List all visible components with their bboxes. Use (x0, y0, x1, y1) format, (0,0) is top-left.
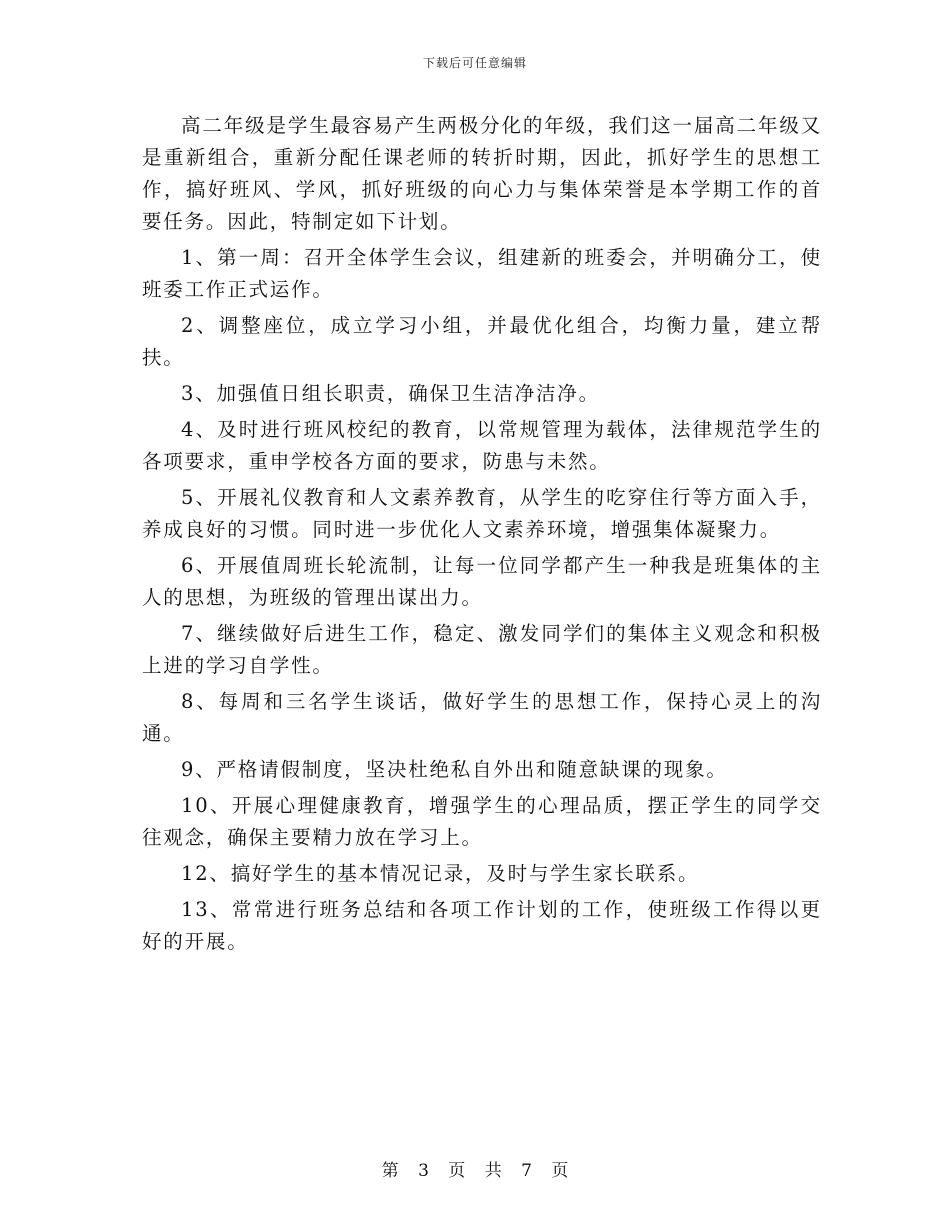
paragraph-item-4: 4、及时进行班风校纪的教育，以常规管理为载体，法律规范学生的各项要求，重申学校各方面的要求，防患与未然。 (142, 418, 822, 473)
total-page-count: 7 (521, 1161, 532, 1181)
paragraph-item-8: 8、每周和三名学生谈话，做好学生的思想工作，保持心灵上的沟通。 (142, 690, 822, 745)
footer-total-label: 共 (484, 1161, 502, 1181)
paragraph-intro: 高二年级是学生最容易产生两极分化的年级，我们这一届高二年级又是重新组合，重新分配任课老师的转折时期，因此，抓好学生的思想工作，搞好班风、学风，抓好班级的向心力与集体荣誉是本学期工作的首要任务。因此，特制定如下计划。 (142, 114, 822, 233)
paragraph-item-1: 1、第一周：召开全体学生会议，组建新的班委会，并明确分工，使班委工作正式运作。 (142, 246, 822, 301)
footer-suffix: 页 (551, 1161, 569, 1181)
paragraph-item-7: 7、继续做好后进生工作，稳定、激发同学们的集体主义观念和积极上进的学习自学性。 (142, 622, 822, 677)
paragraph-item-5: 5、开展礼仪教育和人文素养教育，从学生的吃穿住行等方面入手，养成良好的习惯。同时进一步优化人文素养环境，增强集体凝聚力。 (142, 486, 822, 541)
current-page-number: 3 (418, 1161, 429, 1181)
footer-page-label: 页 (448, 1161, 466, 1181)
page-footer (0, 1156, 950, 1181)
paragraph-item-3: 3、加强值日组长职责，确保卫生洁净洁净。 (181, 382, 600, 405)
footer-prefix: 第 (381, 1161, 399, 1181)
paragraph-item-13: 13、常常进行班务总结和各项工作计划的工作，使班级工作得以更好的开展。 (142, 898, 822, 953)
document-body (142, 110, 822, 962)
paragraph-item-12: 12、搞好学生的基本情况记录，及时与学生家长联系。 (181, 862, 700, 885)
paragraph-item-2: 2、调整座位，成立学习小组，并最优化组合，均衡力量，建立帮扶。 (142, 314, 822, 369)
paragraph-item-9: 9、严格请假制度，坚决杜绝私自外出和随意缺课的现象。 (181, 758, 728, 781)
paragraph-item-6: 6、开展值周班长轮流制，让每一位同学都产生一种我是班集体的主人的思想，为班级的管理出谋出力。 (142, 554, 822, 609)
paragraph-item-10: 10、开展心理健康教育，增强学生的心理品质，摆正学生的同学交往观念，确保主要精力放在学习上。 (142, 794, 822, 849)
header-note: 下载后可任意编辑 (422, 56, 527, 70)
